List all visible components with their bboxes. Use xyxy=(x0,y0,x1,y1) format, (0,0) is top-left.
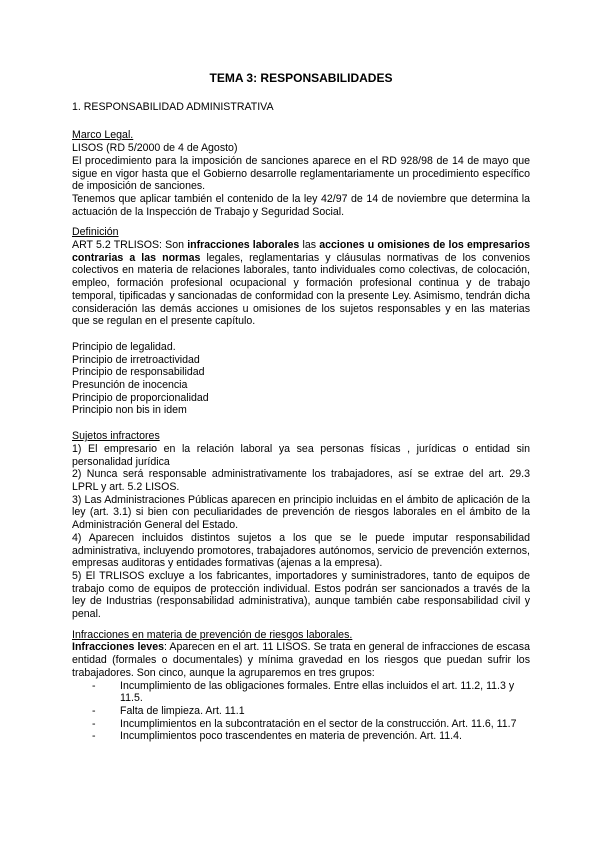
infracciones-leves-paragraph: Infracciones leves: Aparecen en el art. 11 LISOS. Se trata en general de infracciones de escasa entidad (formales o documentales) y mínima gravedad en los riesgos que puedan sufrir los trabajadores. Son cinco, aunque la agruparemos en tres grupos: xyxy=(72,641,530,679)
principio-item: Principio de responsabilidad xyxy=(72,366,205,379)
definicion-paragraph: ART 5.2 TRLISOS: Son infracciones laborales las acciones u omisiones de los empresarios contrarias a las normas legales, reglamentarias y cláusulas normativas de los convenios colectivos en materia de relaciones laborales, tanto individuales como colectivas, de colocación, empleo, formación profesional ocupacional y formación profesional continua y de trabajo temporal, tipificadas y sancionadas de conformidad con la presente Ley. Asimismo, tendrán dicha consideración las demás acciones u omisiones de los sujetos responsables y en las materias que se regulan en el presente capítulo. xyxy=(72,239,530,328)
principios-list xyxy=(72,341,530,417)
list-item: - Incumplimiento de las obligaciones formales. Entre ellas incluidos el art. 11.2, 11.3 y 11.5. xyxy=(92,680,530,705)
section-heading: 1. RESPONSABILIDAD ADMINISTRATIVA xyxy=(72,100,274,113)
list-item: - Incumplimientos poco trascendentes en materia de prevención. Art. 11.4. xyxy=(92,730,530,743)
lisos-line: LISOS (RD 5/2000 de 4 de Agosto) xyxy=(72,142,238,155)
principio-item: Principio non bis in idem xyxy=(72,404,187,417)
page-title: TEMA 3: RESPONSABILIDADES xyxy=(209,71,393,85)
definicion-heading: Definición xyxy=(72,226,119,239)
marco-heading: Marco Legal. xyxy=(72,129,134,142)
sujeto-item: 3) Las Administraciones Públicas aparecen en principio incluidas en el ámbito de aplicación de la ley (art. 3.1) si bien con peculiaridades de prevención de riesgos laborales en el ámbito de la Administración General del Estado. xyxy=(72,493,530,532)
infracciones-heading: Infracciones en materia de prevención de riesgos laborales. xyxy=(72,628,353,641)
sujetos-heading: Sujetos infractores xyxy=(72,430,160,443)
principio-item: Principio de irretroactividad xyxy=(72,353,200,366)
sujeto-item: 4) Aparecen incluidos distintos sujetos a los que se le puede imputar responsabilidad administrativa, incluyendo promotores, trabajadores autónomos, servicio de prevención externos, empresas auditoras y entidades formativas (ajenas a la empresa). xyxy=(72,531,530,570)
list-item: - Falta de limpieza. Art. 11.1 xyxy=(92,705,530,718)
marco-paragraph-2: Tenemos que aplicar también el contenido de la ley 42/97 de 14 de noviembre que determina la actuación de la Inspección de Trabajo y Seguridad Social. xyxy=(72,192,530,218)
sujeto-item: 5) El TRLISOS excluye a los fabricantes, importadores y suministradores, tanto de equipos de trabajo como de equipos de protección individual. Estos podrán ser sancionados a través de la ley de Industrias (responsabilidad administrativa), aunque también cabe responsabilidad civil y penal. xyxy=(72,569,530,621)
principio-item: Presunción de inocencia xyxy=(72,379,188,392)
principio-item: Principio de legalidad. xyxy=(72,340,176,353)
principio-item: Principio de proporcionalidad xyxy=(72,391,209,404)
infracciones-leves-list xyxy=(72,680,530,744)
document-page xyxy=(72,70,530,743)
marco-paragraph-1: El procedimiento para la imposición de sanciones aparece en el RD 928/98 de 14 de mayo que sigue en vigor hasta que el Gobierno desarrolle reglamentariamente un procedimiento específico de imposición de sanciones. xyxy=(72,154,530,193)
list-item: - Incumplimientos en la subcontratación en el sector de la construcción. Art. 11.6, 11.7 xyxy=(92,718,530,731)
sujeto-item: 2) Nunca será responsable administrativamente los trabajadores, así se extrae del art. 29.3 LPRL y art. 5.2 LISOS. xyxy=(72,468,530,493)
sujeto-item: 1) El empresario en la relación laboral ya sea personas físicas , jurídicas o entidad sin personalidad jurídica xyxy=(72,442,530,468)
